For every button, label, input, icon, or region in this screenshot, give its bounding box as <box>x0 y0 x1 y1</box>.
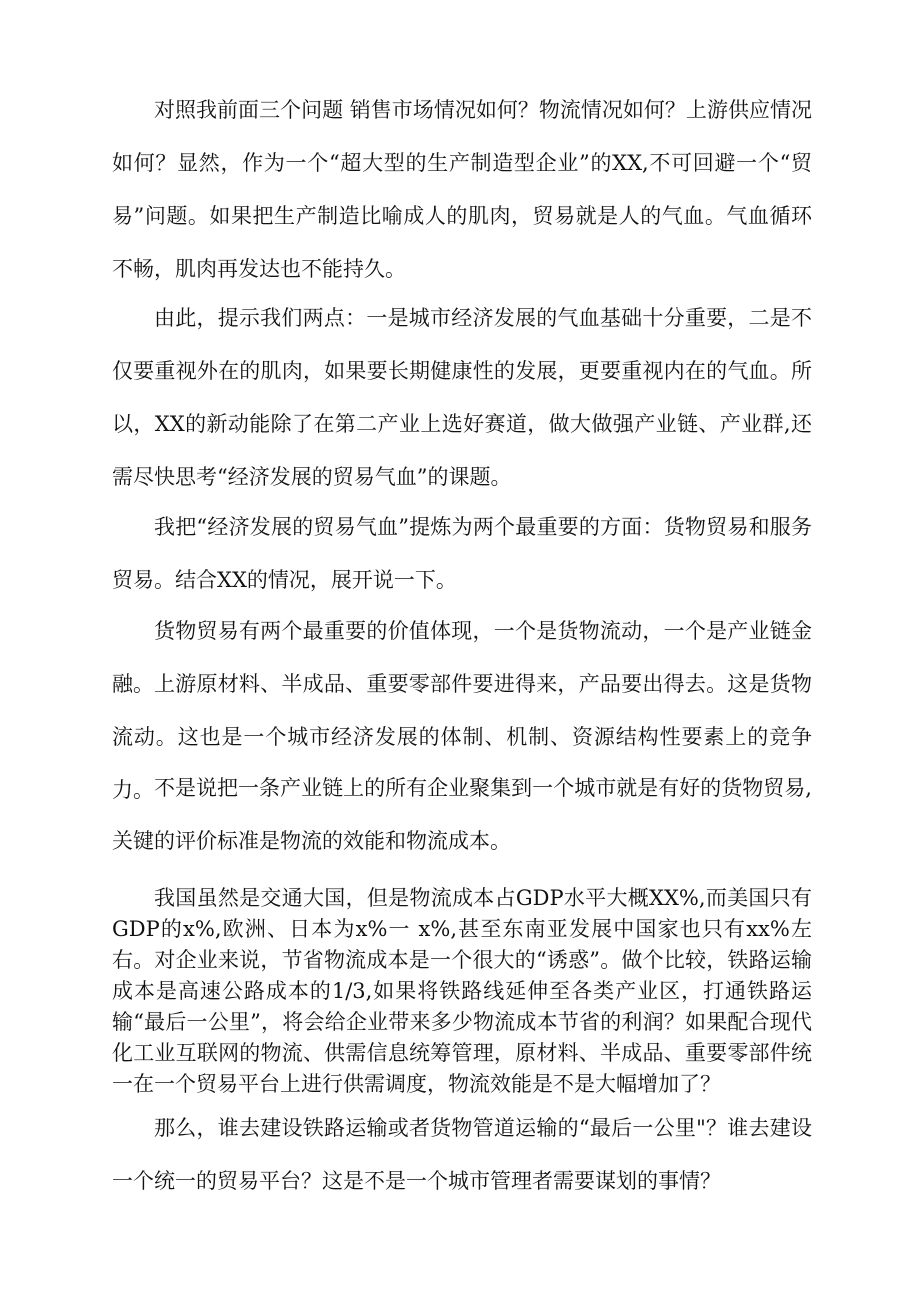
paragraph-3: 我把“经济发展的贸易气血”提炼为两个最重要的方面：货物贸易和服务贸易。结合XX的情况，展开说一下。 <box>112 515 812 592</box>
paragraph-7: 我国虽然是交通大国，但是物流成本占GDP水平大概XX%,而美国只有GDP的x%,欧洲、日本为x%一 x%,甚至东南亚发展中国家也只有xx%左右。对企业来说，节省物流成本是一个很大的“诱惑”。做个比较，铁路运输成本是高速公路成本的1/3,如果将铁路线延伸至各类产业区，打通铁路运输“最后一公里”，将会给企业带来多少物流成本节省的利润？如果配合现代化工业互联网的物流、供需信息统筹管理，原材料、半成品、重要零部件统一在一个贸易平台上进行供需调度，物流效能是不是大幅增加了？ <box>112 886 812 1096</box>
paragraph-6: 不是说把一条产业链上的所有企业聚集到一个城市就是有好的货物贸易,关键的评价标准是物流的效能和物流成本。 <box>112 776 812 853</box>
paragraph-8: 那么，谁去建设铁路运输或者货物管道运输的“最后一公里"？谁去建设一个统一的贸易平台？这是不是一个城市管理者需要谋划的事情？ <box>112 1116 812 1193</box>
paragraph-4: 货物贸易有两个最重要的价值体现，一个是货物流动，一个是产业链金融。 <box>112 619 812 696</box>
paragraph-1: 对照我前面三个问题 销售市场情况如何？物流情况如何？上游供应情况如何？显然，作为一个“超大型的生产制造型企业”的XX,不可回避一个“贸易”问题。如果把生产制造比喻成人的肌肉，贸易就是人的气血。气血循环不畅，肌肉再发达也不能持久。 <box>112 98 812 281</box>
paragraph-2: 由此，提示我们两点：一是城市经济发展的气血基础十分重要，二是不仅要重视外在的肌肉，如果要长期健康性的发展，更要重视内在的气血。所以，XX的新动能除了在第二产业上选好赛道，做大做强产业链、产业群,还需尽快思考“经济发展的贸易气血”的课题。 <box>112 306 812 489</box>
paragraph-5: 上游原材料、半成品、重要零部件要进得来，产品要出得去。这是货物流动。这也是一个城市经济发展的体制、机制、资源结构性要素上的竞争力。 <box>112 672 812 802</box>
